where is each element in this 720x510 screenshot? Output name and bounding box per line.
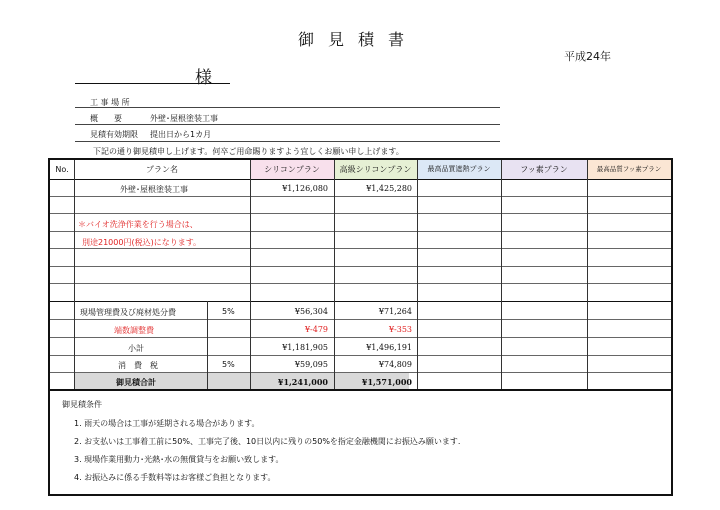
col-line: [501, 160, 502, 389]
row-line: [50, 196, 671, 197]
grand-total-label: 御見積合計: [116, 378, 156, 387]
rate-col-line: [207, 301, 208, 389]
work-item-name: 外壁･屋根塗装工事: [120, 185, 188, 194]
header-silicon-plan: シリコンプラン: [250, 160, 334, 179]
summary-label: 概 要: [90, 114, 122, 123]
row-line: [50, 283, 671, 284]
grand-total-premium-silicon: ¥1,571,000: [361, 377, 412, 387]
subtotal-silicon: ¥1,181,905: [282, 343, 328, 352]
col-line: [417, 160, 418, 389]
mgmt-fee-label: 現場管理費及び廃材処分費: [80, 308, 176, 317]
header-fluorine-plan: フッ素プラン: [501, 160, 587, 179]
tax-rate: 5%: [222, 360, 235, 369]
site-label: 工 事 場 所: [90, 98, 130, 107]
work-item-premium-silicon-price: ¥1,425,280: [366, 184, 412, 193]
summary-underline: [75, 124, 500, 125]
row-line: [50, 319, 671, 320]
tax-silicon: ¥59,095: [294, 360, 328, 369]
grand-total-silicon: ¥1,241,000: [277, 377, 328, 387]
condition-item: 2. お支払いは工事着工前に50%、工事完了後、10日以内に残りの50%を指定金融機関にお振込み願います.: [74, 437, 461, 446]
validity-value: 提出日から1カ月: [150, 130, 212, 139]
rounding-adjust-label: 端数調整費: [114, 326, 154, 335]
mgmt-fee-rate: 5%: [222, 307, 235, 316]
site-underline: [75, 107, 500, 108]
document-title: 御見積書: [298, 30, 419, 49]
row-line: [50, 355, 671, 356]
mgmt-fee-premium-silicon: ¥71,264: [378, 307, 412, 316]
validity-underline: [75, 141, 500, 142]
bio-wash-note-1: ＊バイオ洗浄作業を行う場合は、: [78, 220, 198, 229]
header-plan-name: プラン名: [146, 165, 178, 174]
col-line: [250, 160, 251, 389]
mgmt-fee-silicon: ¥56,304: [294, 307, 328, 316]
row-line: [50, 337, 671, 338]
row-line: [50, 213, 671, 214]
row-line: [50, 231, 671, 232]
header-heat-shield-plan: 最高品質遮熱プラン: [417, 160, 501, 179]
conditions-title: 御見積条件: [62, 400, 102, 409]
header-row-border: [50, 160, 671, 180]
col-line: [334, 160, 335, 389]
rounding-adjust-silicon: ¥-479: [304, 325, 328, 334]
header-no: No.: [55, 165, 69, 174]
header-premium-silicon-plan: 高級シリコンプラン: [334, 160, 417, 179]
work-item-silicon-price: ¥1,126,080: [282, 184, 328, 193]
condition-item: 3. 現場作業用動力･光熱･水の無償貸与をお願い致します。: [74, 455, 284, 464]
col-line: [74, 160, 75, 389]
validity-label: 見積有効期限: [90, 130, 138, 139]
rounding-adjust-premium-silicon: ¥-353: [388, 325, 412, 334]
bio-wash-note-2: 別途21000円(税込)になります。: [82, 238, 202, 247]
conditions-box: [48, 391, 673, 496]
addressee-line: [75, 83, 230, 84]
addressee-suffix: 様: [195, 68, 212, 88]
tax-premium-silicon: ¥74,809: [378, 360, 412, 369]
subtotal-premium-silicon: ¥1,496,191: [366, 343, 412, 352]
estimate-table: [48, 158, 673, 391]
row-line: [50, 301, 671, 302]
document-year: 平成24年: [564, 50, 611, 63]
header-premium-fluorine-plan: 最高品質フッ素プラン: [587, 160, 671, 179]
condition-item: 1. 雨天の場合は工事が延期される場合があります。: [74, 419, 260, 428]
condition-item: 4. お振込みに係る手数料等はお客様ご負担となります。: [74, 473, 276, 482]
tax-label: 消 費 税: [118, 361, 158, 370]
summary-value: 外壁･屋根塗装工事: [150, 114, 218, 123]
subtotal-label: 小計: [128, 344, 144, 353]
row-line: [50, 372, 671, 373]
col-line: [587, 160, 588, 389]
row-line: [50, 266, 671, 267]
row-line: [50, 248, 671, 249]
intro-text: 下記の通り御見積申し上げます。何卒ご用命賜りますよう宜しくお願い申し上げます。: [93, 147, 404, 156]
